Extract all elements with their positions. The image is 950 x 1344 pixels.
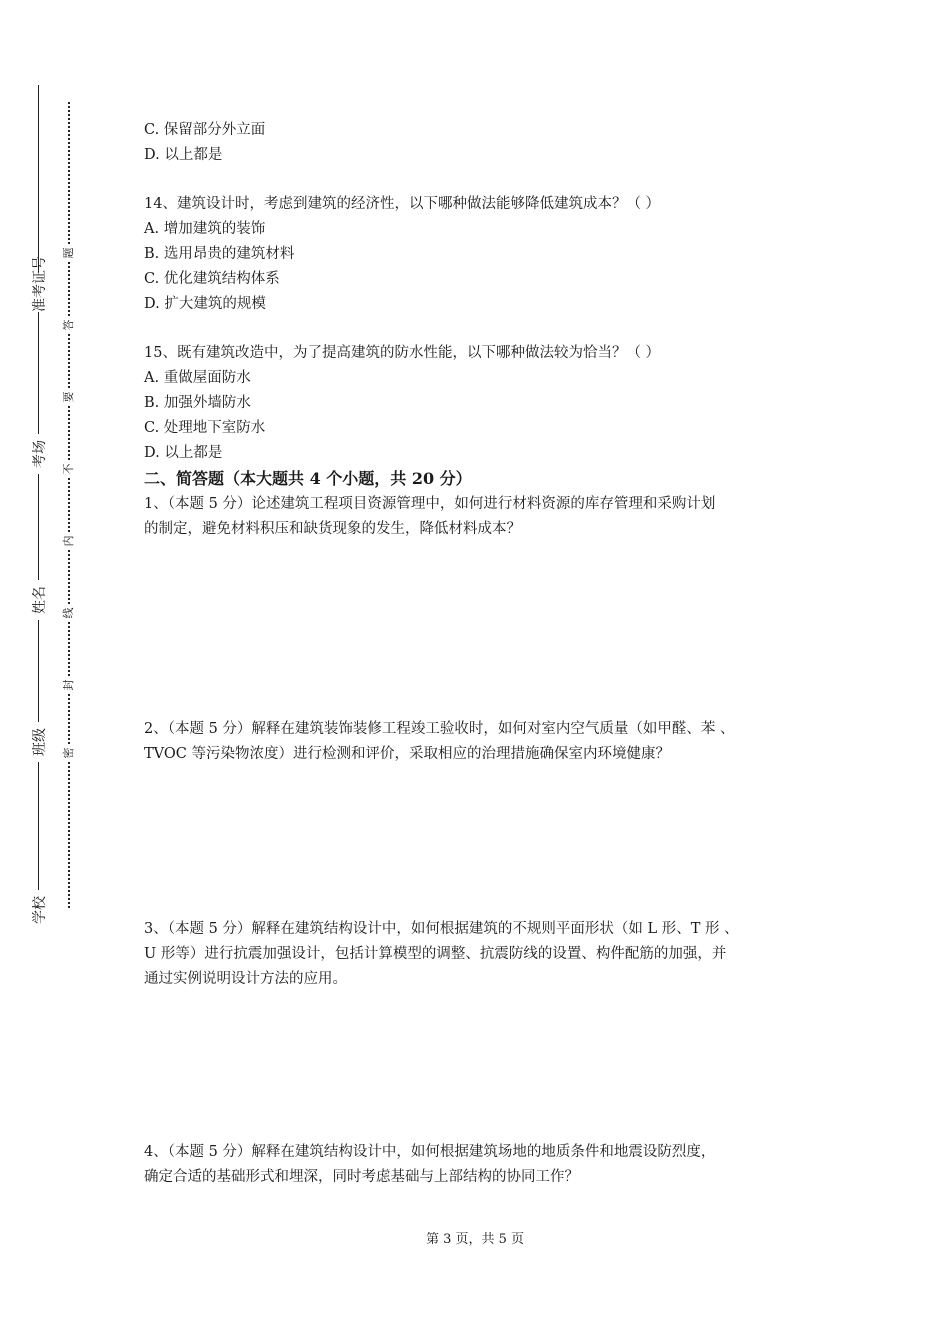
- page-footer: 第 3 页，共 5 页: [425, 1232, 525, 1247]
- q14-option-a: A. 增加建筑的装饰: [144, 221, 266, 237]
- sa-q4-line-2: 确定合适的基础形式和埋深，同时考虑基础与上部结构的协同工作？: [144, 1169, 579, 1185]
- seal-char: 封: [62, 676, 76, 694]
- q15-stem: 15、既有建筑改造中，为了提高建筑的防水性能，以下哪种做法较为恰当？（ ）: [144, 345, 661, 361]
- seal-char: 答: [62, 316, 76, 334]
- q15-option-c: C. 处理地下室防水: [144, 420, 266, 436]
- q14-option-d: D. 扩大建筑的规模: [144, 296, 266, 312]
- seal-char: 不: [62, 460, 76, 478]
- q14-option-b: B. 选用昂贵的建筑材料: [144, 246, 295, 262]
- field-school: 学校: [30, 890, 50, 930]
- binding-margin: [0, 0, 90, 1344]
- binding-solid-line: [38, 85, 39, 925]
- q13-option-d: D. 以上都是: [144, 147, 223, 163]
- q14-stem: 14、建筑设计时，考虑到建筑的经济性，以下哪种做法能够降低建筑成本？（ ）: [144, 196, 661, 212]
- short-answer-q3: [144, 917, 834, 992]
- sa-q1-line-1: 1、（本题 5 分）论述建筑工程项目资源管理中，如何进行材料资源的库存管理和采购计划: [144, 496, 716, 512]
- sa-q4-line-1: 4、（本题 5 分）解释在建筑结构设计中，如何根据建筑场地的地质条件和地震设防烈度，: [144, 1144, 716, 1160]
- seal-char: 内: [62, 532, 76, 550]
- short-answer-q4: [144, 1140, 834, 1190]
- seal-char: 要: [62, 388, 76, 406]
- seal-char: 密: [62, 744, 76, 762]
- sa-q3-line-1: 3、（本题 5 分）解释在建筑结构设计中，如何根据建筑的不规则平面形状（如 L 形、T 形 、: [144, 921, 739, 937]
- q15-option-b: B. 加强外墙防水: [144, 395, 251, 411]
- short-answer-q2: [144, 717, 834, 767]
- sa-q2-line-1: 2、（本题 5 分）解释在建筑装饰装修工程竣工验收时，如何对室内空气质量（如甲醛、苯 、: [144, 721, 735, 737]
- seal-char: 线: [62, 604, 76, 622]
- section-title: 二、简答题（本大题共 4 个小题，共 20 分）: [144, 469, 472, 488]
- field-class: 班级: [30, 722, 50, 762]
- field-name: 姓名: [30, 580, 50, 620]
- sa-q3-line-2: U 形等）进行抗震加强设计，包括计算模型的调整、抗震防线的设置、构件配筋的加强，并: [144, 946, 727, 962]
- seal-dotted-line: [68, 102, 70, 908]
- question-content: [144, 118, 834, 542]
- q15-option-a: A. 重做屋面防水: [144, 370, 251, 386]
- q14-option-c: C. 优化建筑结构体系: [144, 271, 280, 287]
- sa-q3-line-3: 通过实例说明设计方法的应用。: [144, 971, 347, 987]
- sa-q1-line-2: 的制定，避免材料积压和缺货现象的发生，降低材料成本？: [144, 521, 521, 537]
- sa-q2-line-2: TVOC 等污染物浓度）进行检测和评价，采取相应的治理措施确保室内环境健康？: [144, 746, 670, 762]
- q13-option-c: C. 保留部分外立面: [144, 122, 266, 138]
- field-exam-id: 准考证号: [32, 256, 48, 312]
- field-exam-room: 考场: [30, 434, 50, 474]
- seal-char: 题: [62, 244, 76, 262]
- q15-option-d: D. 以上都是: [144, 445, 223, 461]
